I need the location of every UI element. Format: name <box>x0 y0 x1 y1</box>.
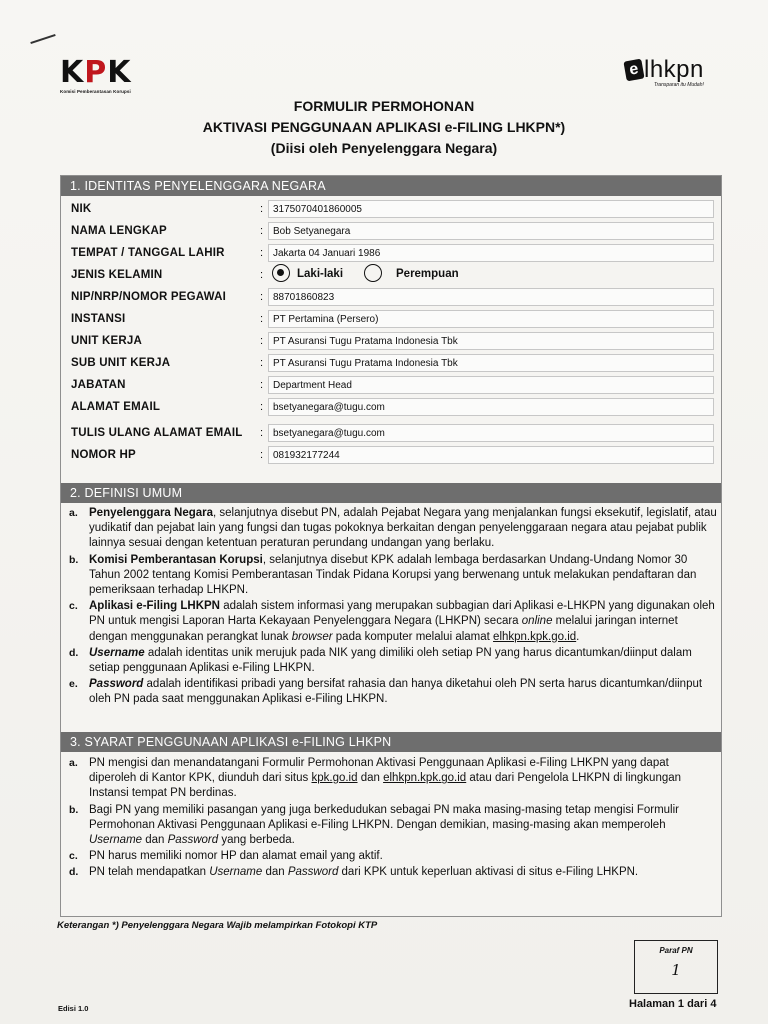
pen-stroke-mark <box>30 34 55 44</box>
field-colon: : <box>260 449 264 461</box>
field-value-input[interactable]: Department Head <box>268 376 714 394</box>
kpk-subtitle: Komisi Pemberantasan Korupsi <box>60 89 131 94</box>
definition-item: b. Komisi Pemberantasan Korupsi, selanjutnya disebut KPK adalah lembaga berdasarkan Undang-Undang Nomor 30 Tahun 2002 tentang Komisi Pemberantasan Tindak Pidana Korupsi yang berwenang untuk melakukan pendaftaran dan pemeriksaan terhadap LHKPN. <box>69 553 697 597</box>
identity-field-row <box>61 288 721 308</box>
gender-male-label: Laki-laki <box>297 268 344 280</box>
field-label: NIP/NRP/NOMOR PEGAWAI <box>71 291 226 303</box>
identity-field-row <box>61 398 721 418</box>
definitions-list <box>69 506 717 709</box>
term-item: d. PN telah mendapatkan Username dan Password dari KPK untuk keperluan aktivasi di situs e-Filing LHKPN. <box>69 866 639 879</box>
field-colon: : <box>260 269 264 281</box>
identity-field-row <box>61 354 721 374</box>
gender-female-radio[interactable] <box>364 264 382 282</box>
term-item: b. Bagi PN yang memiliki pasangan yang juga berkedudukan sebagai PN maka masing-masing tetap mengisi Formulir Permohonan Aktivasi Penggunaan Aplikasi e-Filing LHKPN. Dengan demikian, masing-masing akan memperoleh Username dan Password yang berbeda. <box>69 803 679 847</box>
field-colon: : <box>260 379 264 391</box>
definition-item: e. Password adalah identifikasi pribadi yang bersifat rahasia dan hanya diketahui oleh PN serta harus dicantumkan/diinput oleh PN pada saat menggunakan Aplikasi e-Filing LHKPN. <box>69 678 703 706</box>
paraf-signature: 1 <box>671 961 681 979</box>
field-value-input[interactable]: 3175070401860005 <box>268 200 714 218</box>
field-colon: : <box>260 427 264 439</box>
definition-item: a. Penyelenggara Negara, selanjutnya disebut PN, adalah Pejabat Negara yang menjalankan fungsi eksekutif, legislatif, atau yudikatif dan pejabat lain yang fungsi dan tugas pokoknya berkaitan dengan penyelenggaraan negara atau pejabat publik lainnya sesuai dengan ketentuan peraturan perundang undangan yang berlaku. <box>69 507 717 550</box>
section-terms-heading: 3. SYARAT PENGGUNAAN APLIKASI e-FILING LHKPN <box>61 732 721 752</box>
identity-field-row <box>61 376 721 396</box>
field-value-input[interactable]: PT Asuransi Tugu Pratama Indonesia Tbk <box>268 354 714 372</box>
elhkpn-link[interactable]: elhkpn.kpk.go.id <box>493 630 577 643</box>
elhkpn-link[interactable]: elhkpn.kpk.go.id <box>383 772 467 785</box>
field-label: SUB UNIT KERJA <box>71 357 171 369</box>
identity-field-row <box>61 332 721 352</box>
identity-field-row <box>61 244 721 264</box>
field-label: NOMOR HP <box>71 449 136 461</box>
field-colon: : <box>260 247 264 259</box>
field-colon: : <box>260 291 264 303</box>
field-colon: : <box>260 401 264 413</box>
gender-female-label: Perempuan <box>396 268 459 280</box>
field-value-input[interactable]: Bob Setyanegara <box>268 222 714 240</box>
elhkpn-mark-icon: e <box>623 59 644 82</box>
field-label: JENIS KELAMIN <box>71 269 163 281</box>
form-frame <box>60 175 722 917</box>
footnote: Keterangan *) Penyelenggara Negara Wajib melampirkan Fotokopi KTP <box>57 920 378 931</box>
term-item: a. PN mengisi dan menandatangani Formulir Permohonan Aktivasi Penggunaan Aplikasi e-Filing LHKPN yang dapat diperoleh di Kantor KPK, diunduh dari situs kpk.go.id dan elhkpn.kpk.go.id atau dari Pengelola LHKPN di lingkungan Instansi tempat PN berdinas. <box>69 757 682 800</box>
elhkpn-logo: e lhkpn Transparan itu Mudah! <box>625 56 704 88</box>
field-colon: : <box>260 225 264 237</box>
edition-label: Edisi 1.0 <box>58 1004 89 1013</box>
field-label: JABATAN <box>71 379 126 391</box>
identity-field-row <box>61 424 721 444</box>
field-value-input[interactable]: bsetyanegara@tugu.com <box>268 424 714 442</box>
field-value-input[interactable]: PT Asuransi Tugu Pratama Indonesia Tbk <box>268 332 714 350</box>
field-colon: : <box>260 335 264 347</box>
section-identity-heading: 1. IDENTITAS PENYELENGGARA NEGARA <box>61 176 721 196</box>
kpk-logo: KPK Komisi Pemberantasan Korupsi <box>60 55 132 94</box>
kpk-link[interactable]: kpk.go.id <box>311 772 358 785</box>
field-value-input[interactable]: bsetyanegara@tugu.com <box>268 398 714 416</box>
gender-male-radio[interactable] <box>272 264 290 282</box>
field-colon: : <box>260 357 264 369</box>
identity-field-row <box>61 446 721 466</box>
field-label: NIK <box>71 203 92 215</box>
paraf-box <box>634 940 718 994</box>
identity-field-row <box>61 310 721 330</box>
field-value-input[interactable]: Jakarta 04 Januari 1986 <box>268 244 714 262</box>
term-item: c. PN harus memiliki nomor HP dan alamat email yang aktif. <box>69 850 383 863</box>
field-label: INSTANSI <box>71 313 126 325</box>
identity-field-row <box>61 200 721 220</box>
paraf-label: Paraf PN <box>659 946 693 955</box>
field-value-input[interactable]: 081932177244 <box>268 446 714 464</box>
identity-field-row <box>61 266 721 286</box>
field-label: TULIS ULANG ALAMAT EMAIL <box>71 427 243 439</box>
field-label: ALAMAT EMAIL <box>71 401 161 413</box>
definition-item: c. Aplikasi e-Filing LHKPN adalah sistem informasi yang merupakan subbagian dari Aplikasi e-LHKPN yang digunakan oleh PN untuk mengisi Laporan Harta Kekayaan Penyelenggara Negara (LHKPN) secara online melalui jaringan internet dengan menggunakan perangkat lunak browser pada komputer melalui alamat elhkpn.kpk.go.id. <box>69 600 715 643</box>
definition-item: d. Username adalah identitas unik merujuk pada NIK yang dimiliki oleh setiap PN yang harus dicantumkan/diinput dalam setiap penggunaan Aplikasi e-Filing LHKPN. <box>69 646 692 675</box>
field-value-input[interactable]: PT Pertamina (Persero) <box>268 310 714 328</box>
field-colon: : <box>260 203 264 215</box>
field-colon: : <box>260 313 264 325</box>
identity-field-row <box>61 222 721 242</box>
field-label: UNIT KERJA <box>71 335 143 347</box>
page-number: Halaman 1 dari 4 <box>629 998 717 1010</box>
section-definitions-heading: 2. DEFINISI UMUM <box>61 483 721 503</box>
field-value-input[interactable]: 88701860823 <box>268 288 714 306</box>
field-label: NAMA LENGKAP <box>71 225 167 237</box>
form-title: FORMULIR PERMOHONAN AKTIVASI PENGGUNAAN APLIKASI e-FILING LHKPN*) (Diisi oleh Penyelenggara Negara) <box>202 98 566 156</box>
field-label: TEMPAT / TANGGAL LAHIR <box>71 247 225 259</box>
terms-list <box>69 756 717 882</box>
elhkpn-tagline: Transparan itu Mudah! <box>653 82 704 88</box>
